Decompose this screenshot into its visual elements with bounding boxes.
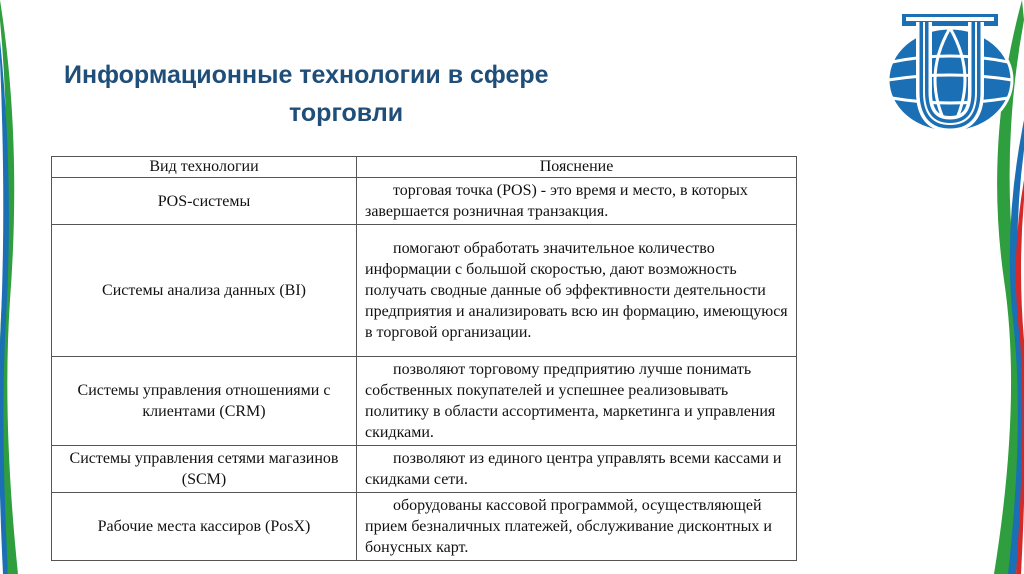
technology-type-cell: POS-системы	[52, 178, 357, 225]
header-technology-type: Вид технологии	[52, 157, 357, 178]
technology-type-cell: Системы анализа данных (BI)	[52, 225, 357, 357]
technology-description-cell: позволяют торговому предприятию лучше понимать собственных покупателей и успешнее реализовывать политику в области ассортимента, маркетинга и управления скидками.	[357, 357, 797, 446]
table-header-row	[52, 157, 797, 178]
table-row	[52, 493, 797, 561]
technology-type-cell: Рабочие места кассиров (PosX)	[52, 493, 357, 561]
table-row	[52, 357, 797, 446]
slide-title-line1: Информационные технологии в сфере	[64, 61, 549, 89]
slide-title-line2: торговли	[289, 99, 404, 127]
technology-type-cell: Системы управления сетями магазинов (SCM)	[52, 446, 357, 493]
technology-description-cell: оборудованы кассовой программой, осуществляющей прием безналичных платежей, обслуживание дисконтных и бонусных карт.	[357, 493, 797, 561]
slide-title	[64, 56, 684, 132]
table-row	[52, 446, 797, 493]
university-globe-logo-icon	[880, 12, 1020, 142]
technology-description-cell: позволяют из единого центра управлять всеми кассами и скидками сети.	[357, 446, 797, 493]
table-row	[52, 225, 797, 357]
technologies-table	[51, 156, 797, 561]
left-ribbon-decoration	[0, 0, 40, 574]
technology-description-cell: помогают обработать значительное количество информации с большой скоростью, дают возможность получать сводные данные об эффективности деятельности предприятия и анализировать всю ин формацию, имеющуюся в торговой организации.	[357, 225, 797, 357]
header-explanation: Пояснение	[357, 157, 797, 178]
technology-description-cell: торговая точка (POS) - это время и место, в которых завершается розничная транзакция.	[357, 178, 797, 225]
technology-type-cell: Системы управления отношениями с клиентами (CRM)	[52, 357, 357, 446]
table-row	[52, 178, 797, 225]
